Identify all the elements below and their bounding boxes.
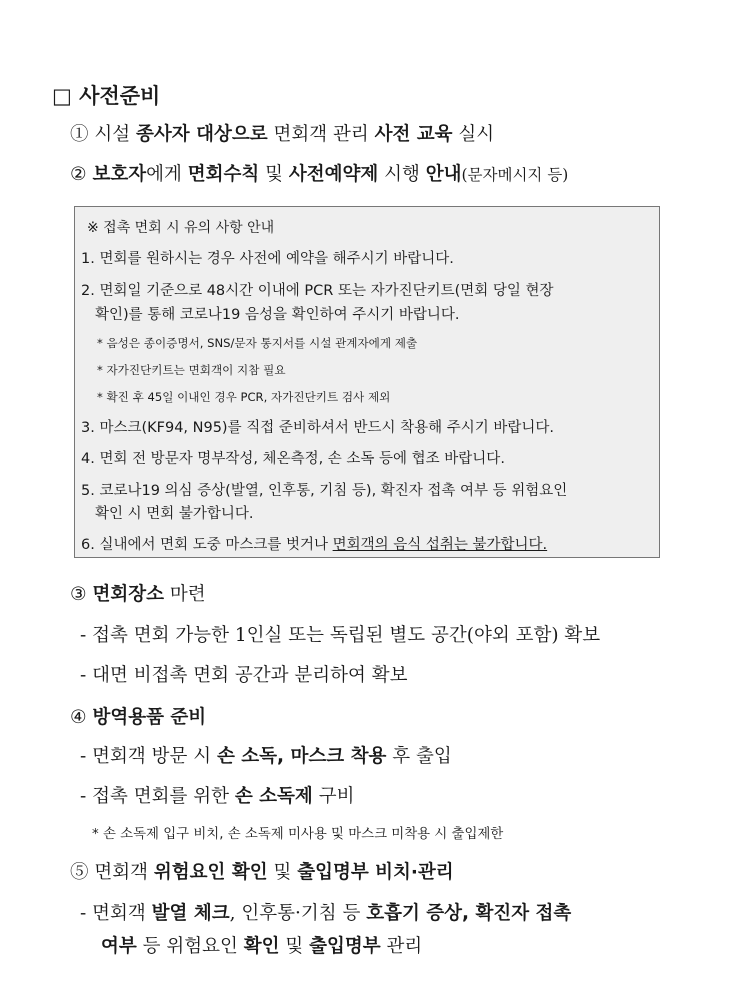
notice-line-2a: 2. 면회일 기준으로 48시간 이내에 PCR 또는 자가진단키트(면회 당일 현장 [81, 283, 554, 299]
notice-line-6 [81, 533, 547, 554]
item-4-detail-2 [80, 782, 354, 808]
section-title: □ 사전준비 [52, 84, 161, 108]
item-3-number: ③ [70, 584, 87, 605]
item-4-bold-1: 방역용품 준비 [92, 707, 207, 728]
item-5-detail-2-bold-1: 여부 [101, 936, 137, 957]
item-2-number: ② [70, 164, 87, 185]
item-5-text-1: 면회객 [94, 862, 154, 883]
item-2-text-3: 시행 [378, 164, 426, 185]
notice-line-1: 1. 면회를 원하시는 경우 사전에 예약을 해주시기 바랍니다. [81, 251, 454, 267]
notice-line-6-text: 6. 실내에서 면회 도중 마스크를 벗거나 [81, 537, 333, 553]
item-4-detail-1-bold: 손 소독, 마스크 착용 [217, 746, 387, 767]
item-4-detail-2-text-2: 구비 [312, 786, 355, 807]
notice-note-1: * 음성은 종이증명서, SNS/문자 통지서를 시설 관계자에게 제출 [97, 336, 418, 350]
item-5-detail-2-text-3: 관리 [380, 936, 423, 957]
notice-line-5a: 5. 코로나19 의심 증상(발열, 인후통, 기침 등), 확진자 접촉 여부 등 위험요인 [81, 483, 568, 499]
notice-line-6-underlined: 면회객의 음식 섭취는 불가합니다. [332, 537, 548, 553]
item-3 [70, 580, 206, 606]
item-1-number: ① [70, 124, 89, 145]
item-3-bold-1: 면회장소 [92, 584, 164, 605]
item-5-detail-2-bold-2: 확인 [243, 936, 280, 957]
item-5 [70, 858, 454, 884]
item-4 [70, 703, 206, 729]
item-5-bold-1: 위험요인 확인 [153, 862, 268, 883]
notice-line-3: 3. 마스크(KF94, N95)를 직접 준비하셔서 반드시 착용해 주시기 바랍니다. [81, 420, 555, 436]
item-4-detail-1 [80, 742, 452, 768]
item-4-detail-2-bold: 손 소독제 [234, 786, 313, 807]
item-5-text-2: 및 [267, 862, 298, 883]
item-3-text-1: 마련 [163, 584, 206, 605]
item-5-number: ⑤ [70, 862, 89, 883]
item-4-number: ④ [70, 707, 87, 728]
item-5-detail-1-text-2: , 인후통·기침 등 [229, 903, 367, 924]
item-2-bold-4: 안내 [425, 164, 462, 185]
notice-box [74, 206, 660, 558]
item-3-detail-1: - 접촉 면회 가능한 1인실 또는 독립된 별도 공간(야외 포함) 확보 [80, 625, 601, 646]
notice-line-4: 4. 면회 전 방문자 명부작성, 체온측정, 손 소독 등에 협조 바랍니다. [81, 451, 505, 467]
item-5-detail-1-bold-1: 발열 체크 [151, 903, 230, 924]
item-1-text-1: 시설 [94, 124, 137, 145]
item-5-detail-2-bold-3: 출입명부 [309, 936, 381, 957]
item-2 [70, 160, 568, 186]
item-3-detail-2: - 대면 비접촉 면회 공간과 분리하여 확보 [80, 665, 408, 686]
item-5-detail-2-text-2: 및 [279, 936, 310, 957]
item-4-note: * 손 소독제 입구 비치, 손 소독제 미사용 및 마스크 미착용 시 출입제한 [92, 827, 504, 842]
item-2-bold-1: 보호자 [92, 164, 147, 185]
item-4-detail-2-text-1: - 접촉 면회를 위한 [80, 786, 235, 807]
notice-line-2b: 확인)를 통해 코로나19 음성을 확인하여 주시기 바랍니다. [95, 307, 460, 323]
item-1-text-2: 면회객 관리 [267, 124, 375, 145]
notice-note-3: * 확진 후 45일 이내인 경우 PCR, 자가진단키트 검사 제외 [97, 390, 391, 404]
item-5-detail-2 [101, 932, 422, 958]
item-5-detail-1 [80, 899, 571, 925]
item-1-bold-2: 사전 교육 [374, 124, 453, 145]
item-4-detail-1-text-2: 후 출입 [386, 746, 452, 767]
item-4-detail-1-text-1: - 면회객 방문 시 [80, 746, 217, 767]
item-5-bold-2: 출입명부 비치·관리 [297, 862, 454, 883]
item-2-text-1: 에게 [146, 164, 188, 185]
item-1-text-3: 실시 [452, 124, 495, 145]
item-5-detail-1-text-1: - 면회객 [80, 903, 152, 924]
notice-line-5b: 확인 시 면회 불가합니다. [95, 506, 254, 522]
item-2-bold-2: 면회수칙 [187, 164, 260, 185]
item-1 [70, 120, 494, 146]
notice-note-2: * 자가진단키트는 면회객이 지참 필요 [97, 363, 286, 377]
item-5-detail-1-bold-2: 호흡기 증상, 확진자 접촉 [366, 903, 572, 924]
item-2-text-2: 및 [259, 164, 289, 185]
notice-header: ※ 접촉 면회 시 유의 사항 안내 [87, 220, 275, 236]
item-1-bold-1: 종사자 대상으로 [136, 124, 268, 145]
item-2-text-4: (문자메시지 등) [461, 166, 569, 184]
item-2-bold-3: 사전예약제 [288, 164, 379, 185]
item-5-detail-2-text-1: 등 위험요인 [136, 936, 244, 957]
